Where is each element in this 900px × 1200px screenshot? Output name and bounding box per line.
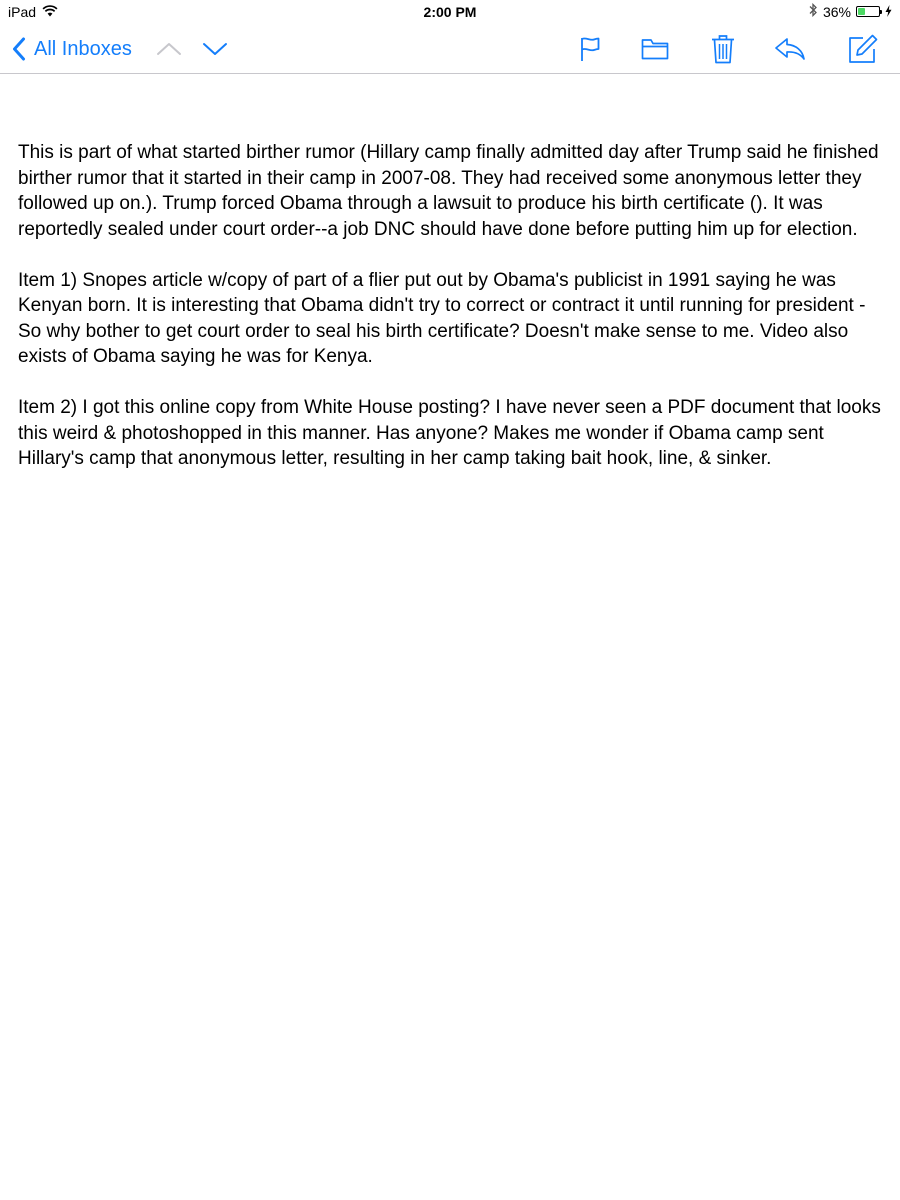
status-bar-left [8, 4, 58, 20]
navigation-bar [0, 26, 900, 74]
status-time: 2:00 PM [423, 4, 477, 20]
compose-button[interactable] [846, 34, 880, 64]
trash-icon [711, 34, 735, 64]
status-bar [0, 0, 900, 26]
reply-button[interactable] [773, 34, 807, 64]
folder-icon [641, 38, 669, 60]
device-name: iPad [8, 4, 37, 20]
previous-message-button[interactable] [152, 34, 186, 64]
chevron-left-icon [12, 37, 26, 61]
bluetooth-icon [808, 3, 818, 20]
wifi-icon [42, 4, 58, 20]
chevron-down-icon [201, 40, 229, 58]
charging-bolt-icon [885, 4, 892, 20]
battery-level-fill [858, 8, 865, 15]
reply-icon [774, 37, 806, 61]
status-bar-right [808, 3, 892, 20]
next-message-button[interactable] [198, 34, 232, 64]
message-paragraph: This is part of what started birther rumor (Hillary camp finally admitted day after Trump said he finished birther rumor that it started in their camp in 2007-08. They had received some anonymous letter they followed up on.). Trump forced Obama through a lawsuit to produce his birth certificate (). It was reportedly sealed under court order--a job DNC should have done before putting him up for election. [18, 142, 879, 240]
battery-icon [856, 6, 880, 17]
back-button[interactable] [12, 34, 132, 64]
message-paragraph: Item 1) Snopes article w/copy of part of a flier put out by Obama's publicist in 1991 saying he was Kenyan born. It is interesting that Obama didn't try to correct or contract it until running for president -So why bother to get court order to seal his birth certificate? Doesn't make sense to me. Video also exists of Obama saying he was for Kenya. [18, 269, 866, 367]
back-button-label: All Inboxes [34, 37, 132, 60]
message-body [18, 140, 888, 497]
battery-percent: 36% [822, 3, 851, 20]
trash-button[interactable] [706, 34, 740, 64]
move-to-folder-button[interactable] [638, 34, 672, 64]
chevron-up-icon [155, 40, 183, 58]
flag-button[interactable] [573, 34, 607, 64]
flag-icon [579, 36, 601, 62]
message-paragraph: Item 2) I got this online copy from White House posting? I have never seen a PDF document that looks this weird & photoshopped in this manner. Has anyone? Makes me wonder if Obama camp sent Hillary's camp that anonymous letter, resulting in her camp taking bait hook, line, & sinker. [18, 397, 881, 469]
compose-icon [848, 34, 878, 64]
